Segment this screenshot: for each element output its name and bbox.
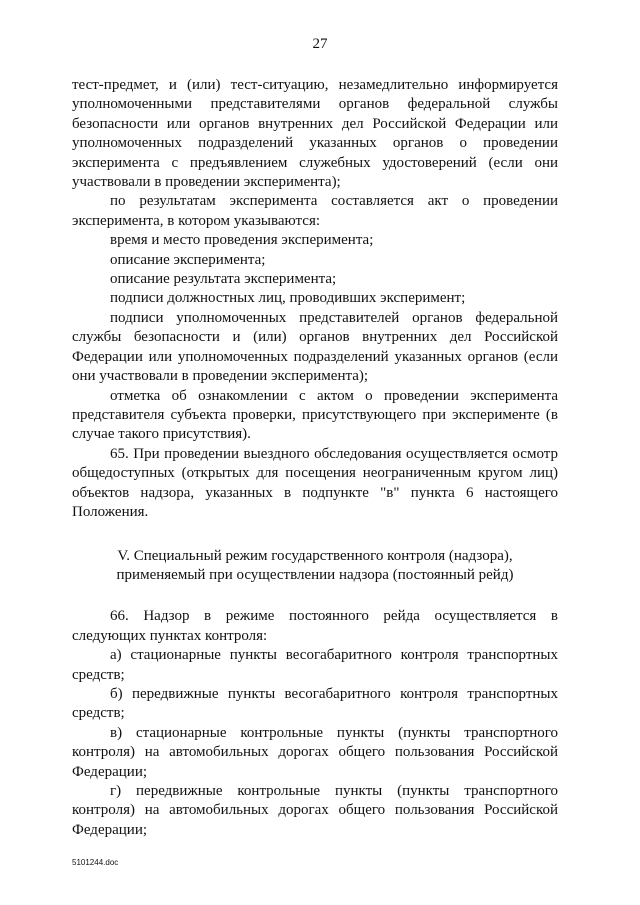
paragraph: тест-предмет, и (или) тест-ситуацию, незамедлительно информируется уполномоченными представителями органов федеральной службы безопасности или органов внутренних дел Российской Федерации или уполномоченных подразделений указанных органов о проведении эксперимента с предъявлением служебных удостоверений (если они участвовали в проведении эксперимента);: [72, 77, 558, 191]
section-heading-line: применяемый при осуществлении надзора (постоянный рейд): [116, 567, 514, 584]
paragraphs-top: [72, 76, 558, 522]
list-item: подписи уполномоченных представителей органов федеральной службы безопасности и (или) органов внутренних дел Российской Федерации или уполномоченных подразделений указанных органов (если они участвовали в проведении эксперимента);: [72, 309, 558, 385]
list-item: описание результата эксперимента;: [110, 271, 337, 288]
paragraph: по результатам эксперимента составляется акт о проведении эксперимента, в котором указываются:: [72, 193, 558, 229]
list-item: в) стационарные контрольные пункты (пункты транспортного контроля) на автомобильных дорогах общего пользования Российской Федерации;: [72, 724, 558, 780]
file-name-footer: 5101244.doc: [72, 858, 119, 867]
list-item: описание эксперимента;: [110, 251, 266, 268]
page-number: 27: [312, 36, 328, 52]
paragraphs-bottom: [72, 607, 558, 840]
paragraph: 66. Надзор в режиме постоянного рейда осуществляется в следующих пунктах контроля:: [72, 608, 558, 644]
list-item: отметка об ознакомлении с актом о проведении эксперимента представителя субъекта проверки, присутствующего при эксперименте (в случае такого присутствия).: [72, 387, 558, 443]
list-item: б) передвижные пункты весогабаритного контроля транспортных средств;: [72, 685, 558, 722]
section-heading: [72, 547, 558, 585]
list-item: г) передвижные контрольные пункты (пункты транспортного контроля) на автомобильных дорогах общего пользования Российской Федерации;: [72, 783, 558, 838]
list-item: время и место проведения эксперимента;: [110, 232, 374, 249]
list-item: а) стационарные пункты весогабаритного контроля транспортных средств;: [72, 647, 558, 683]
document-body: [72, 76, 558, 840]
paragraph: 65. При проведении выездного обследования осуществляется осмотр общедоступных (открытых для посещения неограниченным кругом лиц) объектов надзора, указанных в подпункте "в" пункта 6 настоящего Положения.: [72, 445, 558, 520]
list-item: подписи должностных лиц, проводивших эксперимент;: [110, 290, 466, 307]
section-heading-line: V. Специальный режим государственного контроля (надзора),: [117, 548, 513, 565]
